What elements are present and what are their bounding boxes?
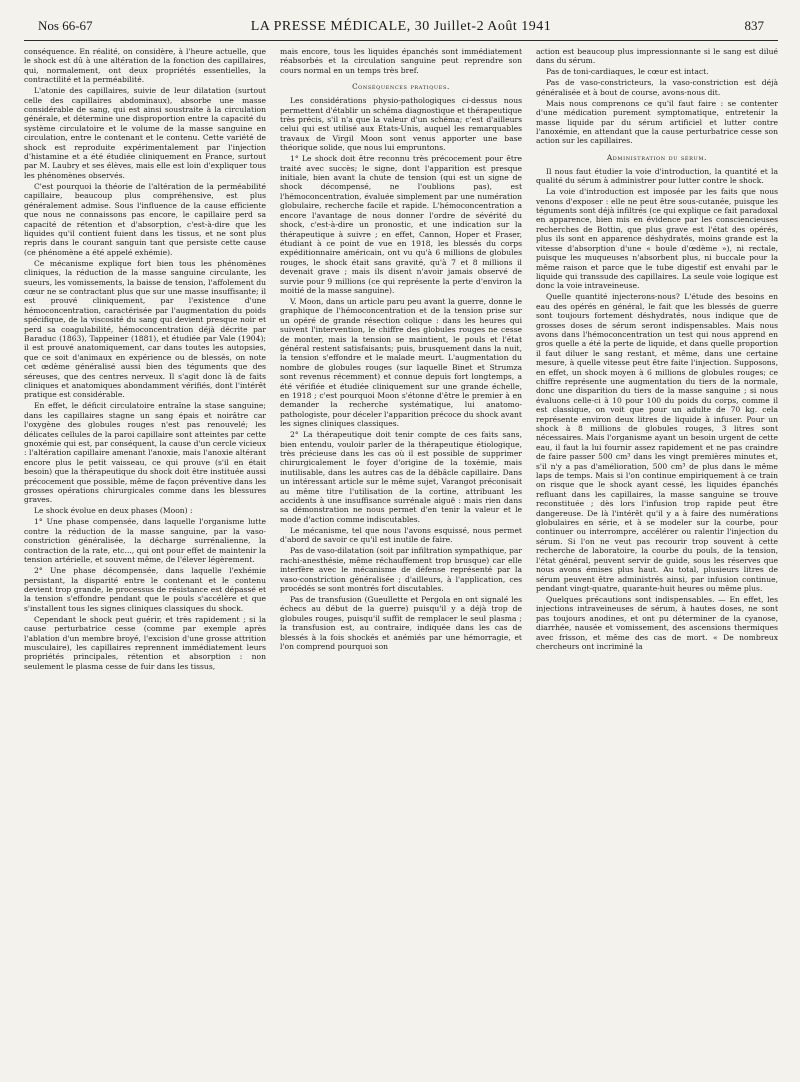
column-left — [24, 47, 266, 1082]
paragraph: 2° Une phase décompensée, dans laquelle l'exhémie persistant, la disparité entre le contenant et le contenu devient trop grande, le processus de résistance est dépassé et la tension s'effondre pendant que le pouls s'accélère et que s'installent tous les signes cliniques classiques du shock. — [24, 566, 266, 613]
paragraph: Mais nous comprenons ce qu'il faut faire : se contenter d'une médication purement symptomatique, entretenir la masse liquide par du sérum artificiel et lutter contre l'anoxémie, en attendant que la cause perturbatrice cesse son action sur les capillaires. — [536, 98, 778, 146]
page-number: 837 — [744, 18, 764, 33]
paragraph: Les considérations physio-pathologiques ci-dessus nous permettent d'établir un schéma diagnostique et thérapeutique très précis, s'il n'a que la valeur d'un schéma; c'est d'ailleurs celui qui est utilisé aux Etats-Unis, auquel les remarquables travaux de Virgil Moon sont venus apporter une base théorique solide, que nous lui empruntons. — [280, 96, 522, 153]
paragraph: action est beaucoup plus impressionnante si le sang est dilué dans du sérum. — [536, 47, 778, 66]
column-right — [536, 47, 778, 1082]
paragraph: L'atonie des capillaires, suivie de leur dilatation (surtout celle des capillaires abdominaux), absorbe une masse considérable de sang, qui est ainsi soustraite à la circulation générale, et détermine une disproportion entre la capacité du système circulatoire et le volume de la masse sanguine en circulation, entre le contenant et le contenu. Cette variété de shock est reproduite expérimentalement par l'injection d'histamine et a été étudiée cliniquement en France, surtout par M. Laubry et ses élèves, mais elle est loin d'expliquer tous les phénomènes observés. — [24, 86, 266, 180]
paragraph: Le mécanisme, tel que nous l'avons esquissé, nous permet d'abord de savoir ce qu'il est inutile de faire. — [280, 525, 522, 545]
column-middle — [280, 47, 522, 1082]
paragraph: 1° Une phase compensée, dans laquelle l'organisme lutte contre la réduction de la masse sanguine, par la vaso-constriction généralisée, la décharge surrénalienne, la contraction de la rate, etc..., qui ont pour effet de maintenir la tension artérielle, et souvent même, de l'élever légèrement. — [24, 517, 266, 565]
journal-title-date: LA PRESSE MÉDICALE, 30 Juillet-2 Août 1941 — [250, 19, 552, 34]
paragraph: mais encore, tous les liquides épanchés sont immédiatement réabsorbés et la circulation sanguine peut reprendre son cours normal en un temps très bref. — [280, 47, 522, 75]
section-heading: Conséquences pratiques. — [352, 82, 450, 92]
paragraph: Le shock évolue en deux phases (Moon) : — [34, 506, 193, 516]
paragraph: Quelle quantité injecterons-nous? L'étude des besoins en eau des opérés en général, le fait que les blessés de guerre sont toujours fortement déshydratés, nous indique que de grosses doses de sérum seront indispensables. Mais nous avons dans l'hémoconcentration un test qui nous apprend en gros quelle a été la perte de liquide, et dans quelle proportion il faut diluer le sang restant, et même, dans une certaine mesure, à quelle vitesse peut être faite l'injection. Supposons, en effet, un shock moyen à 6 millions de globules rouges; ce chiffre représente une augmentation du tiers de la normale, donc une disparition du tiers de la masse sanguine ; si nous évaluons celle-ci à 10 pour 100 du poids du corps, comme il est classique, on voit que pour un adulte de 70 kg. cela représente environ deux litres de liquide à infuser. Pour un shock à 8 millions de globules rouges, 3 litres sont nécessaires. Mais l'organisme ayant un besoin urgent de cette eau, il faut la lui fournir assez rapidement et ne pas craindre de faire passer 500 cm³ dans les vingt premières minutes et, s'il n'y a pas d'amélioration, 500 cm³ de plus dans le même laps de temps. Mais si l'on continue empiriquement à ce train on risque que le shock ayant cessé, les liquides épanchés refluant dans les capillaires, la masse sanguine se trouve reconstituée ; dès lors l'infusion trop rapide peut être dangereuse. De là l'intérêt qu'il y a à faire des numérations globulaires en série, et à se modeler sur la courbe, pour continuer ou interrompre, accélérer ou ralentir l'injection du sérum. Si l'on ne veut pas recourir trop souvent à cette recherche de laboratoire, la courbe du pouls, de la tension, l'état général, peuvent servir de guide, sous les réserves que nous avons émises plus haut. Au total, plusieurs litres de sérum peuvent être administrés ainsi, par infusion continue, pendant vingt-quatre, quarante-huit heures ou même plus. — [536, 292, 778, 593]
paragraph: 2° La thérapeutique doit tenir compte de ces faits sans, bien entendu, vouloir parler de la thérapeutique étiologique, très précieuse dans les cas où il est possible de supprimer chirurgicalement le foyer d'origine de la toxémie, mais inutilisable, dans les autres cas de la débâcle capillaire. Dans un intéressant article sur le même sujet, Varangot préconisait au même titre l'utilisation de la cortine, attribuant les accidents à une insuffisance surrénale aiguë : mais rien dans sa démonstration ne nous permet d'en tenir la valeur et le mode d'action comme indiscutables. — [280, 430, 522, 524]
paragraph: Ce mécanisme explique fort bien tous les phénomènes cliniques, la réduction de la masse sanguine circulante, les sueurs, les vomissements, la baisse de tension, l'affolement du cœur ne se contractant plus que sur une masse insuffisante; il est prouvé cliniquement, par l'existence d'une hémoconcentration, caractérisée par l'augmentation du poids spécifique, de la viscosité du sang qui devient presque noir et perd sa coagulabilité, hémoconcentration déjà décrite par Baraduc (1863), Tappeiner (1881), et étudiée par Vale (1904); il est prouvé anatomiquement, car dans toutes les autopsies, que ce soit d'animaux en expérience ou de blessés, on note cet œdème généralisé aussi bien des téguments que des séreuses, que des centres nerveux. Il s'agit donc là de faits cliniques et anatomiques abondamment vérifiés, dont l'intérêt pratique est considérable. — [24, 258, 266, 400]
paragraph: Pas de vaso-constricteurs, la vaso-constriction est déjà généralisée et à bout de course, avons-nous dit. — [536, 78, 778, 97]
paragraph: 1° Le shock doit être reconnu très précocement pour être traité avec succès; le signe, dont l'apparition est presque initiale, bien avant la chute de tension (qui est un signe de shock décompensé, ne l'oublions pas), est l'hémoconcentration, évaluée simplement par une numération globulaire, recherche facile et rapide. L'hémoconcentration a encore l'avantage de nous donner l'ordre de sévérité du shock, c'est-à-dire un pronostic, et une indication sur la thérapeutique à suivre ; en effet, Cannon, Hoper et Fraser, étudiant à ce point de vue en 1918, les blessés du corps expéditionnaire américain, ont vu qu'à 6 millions de globules rouges, le shock était sans gravité, qu'à 7 et 8 millions il devenait grave ; mais ils disent n'avoir jamais observé de survie pour 9 millions (ce qui représente la perte d'environ la moitié de la masse sanguine). — [280, 154, 522, 295]
paragraph: Il nous faut étudier la voie d'introduction, la quantité et la qualité du sérum à administrer pour lutter contre le shock. — [536, 166, 778, 186]
paragraph: En effet, le déficit circulatoire entraîne la stase sanguine; dans les capillaires stagne un sang épais et noirâtre car l'oxygène des globules rouges n'est pas renouvelé; les délicates cellules de la paroi capillaire sont atteintes par cette gnoxémie qui est, par conséquent, la cause d'un cercle vicieux : l'altération capillaire amenant l'anoxie, mais l'anoxie altérant encore plus le petit vaisseau, ce qui prouve (s'il en était besoin) que la thérapeutique du shock doit être instituée aussi précocement que possible, même de façon préventive dans les grosses opérations chirurgicales comme dans les blessures graves. — [24, 401, 266, 505]
paragraph: Pas de vaso-dilatation (soit par infiltration sympathique, par rachi-anesthésie, même réchauffement trop brusque) car elle interfère avec le mécanisme de défense représenté par la vaso-constriction généralisée ; d'ailleurs, à l'application, ces procédés se sont montrés fort discutables. — [280, 546, 522, 593]
running-header — [24, 18, 778, 41]
paragraph: Pas de toni-cardiaques, le cœur est intact. — [546, 67, 709, 77]
paragraph: V. Moon, dans un article paru peu avant la guerre, donne le graphique de l'hémoconcentration et de la tension prise sur un opéré de grande résection colique : dans les heures qui suivent l'intervention, le chiffre des globules rouges ne cesse de monter, mais la tension se maintient, le pouls et l'état général restent satisfaisants; puis, brusquement dans la nuit, la tension s'effondre et le malade meurt. L'augmentation du nombre de globules rouges (sur laquelle Binet et Strumza sont revenus récemment) et connue depuis fort longtemps, a été vérifiée et étudiée cliniquement sur une grande échelle, en 1918 ; c'est pourquoi Moon s'étonne d'être le premier à en demander la recherche systématique, lui anatomo-pathologiste, pour déceler l'apparition précoce du shock avant les signes cliniques classiques. — [280, 296, 522, 429]
paragraph: conséquence. En réalité, on considère, à l'heure actuelle, que le shock est dû à une altération de la fonction des capillaires, qui, normalement, ont deux propriétés essentielles, la contractilité et la perméabilité. — [24, 47, 266, 85]
paragraph: Cependant le shock peut guérir, et très rapidement ; si la cause perturbatrice cesse (comme par exemple après l'ablation d'un membre broyé, l'excision d'une grosse attrition musculaire), les capillaires reprennent immédiatement leurs propriétés principales, rétention et absorption : non seulement le plasma cesse de fuir dans les tissus, — [24, 614, 266, 671]
issue-number: Nos 66-67 — [38, 18, 93, 33]
paragraph: Quelques précautions sont indispensables. — En effet, les injections intraveineuses de sérum, à hautes doses, ne sont pas toujours anodines, et ont pu déterminer de la cyanose, diarrhée, nausée et vomissement, des ascensions thermiques avec frisson, et même des cas de mort. « De nombreux chercheurs ont incriminé la — [536, 594, 778, 651]
text-columns — [24, 47, 778, 1082]
paragraph: La voie d'introduction est imposée par les faits que nous venons d'exposer : elle ne peut être sous-cutanée, puisque les téguments sont déjà infiltrés (ce qui explique ce fait paradoxal en apparence, bien mis en évidence par les consciencieuses recherches de Bottin, que plus grave est l'état des opérés, plus ils sont en apparence déshydratés, moins grande est la vitesse d'absorption d'une « boule d'œdème »), ni rectale, puisque les muqueuses n'absorbent plus, ni buccale pour la même raison et parce que le tube digestif est envahi par le liquide qui transsude des capillaires. La seule voie logique est donc la voie intraveineuse. — [536, 187, 778, 291]
paragraph: Pas de transfusion (Gueullette et Pergola en ont signalé les échecs au début de la guerre) puisqu'il y a déjà trop de globules rouges, puisqu'il suffit de remplacer le seul plasma ; la transfusion est, au contraire, indiquée dans les cas de blessés à la fois shockés et anémiés par une hémorragie, et l'on comprend pourquoi son — [280, 594, 522, 651]
paragraph: C'est pourquoi la théorie de l'altération de la perméabilité capillaire, beaucoup plus compréhensive, est plus généralement admise. Sous l'influence de la cause efficiente que nous ne connaissons pas encore, le capillaire perd sa capacité de rétention et d'absorption, c'est-à-dire que les liquides qu'il contient fuient dans les tissus, et ne sont plus repris dans le courant sanguin tant que persiste cette cause (ce phénomène a été appelé exhémie). — [24, 181, 266, 257]
section-heading: Administration du sérum. — [607, 152, 707, 162]
